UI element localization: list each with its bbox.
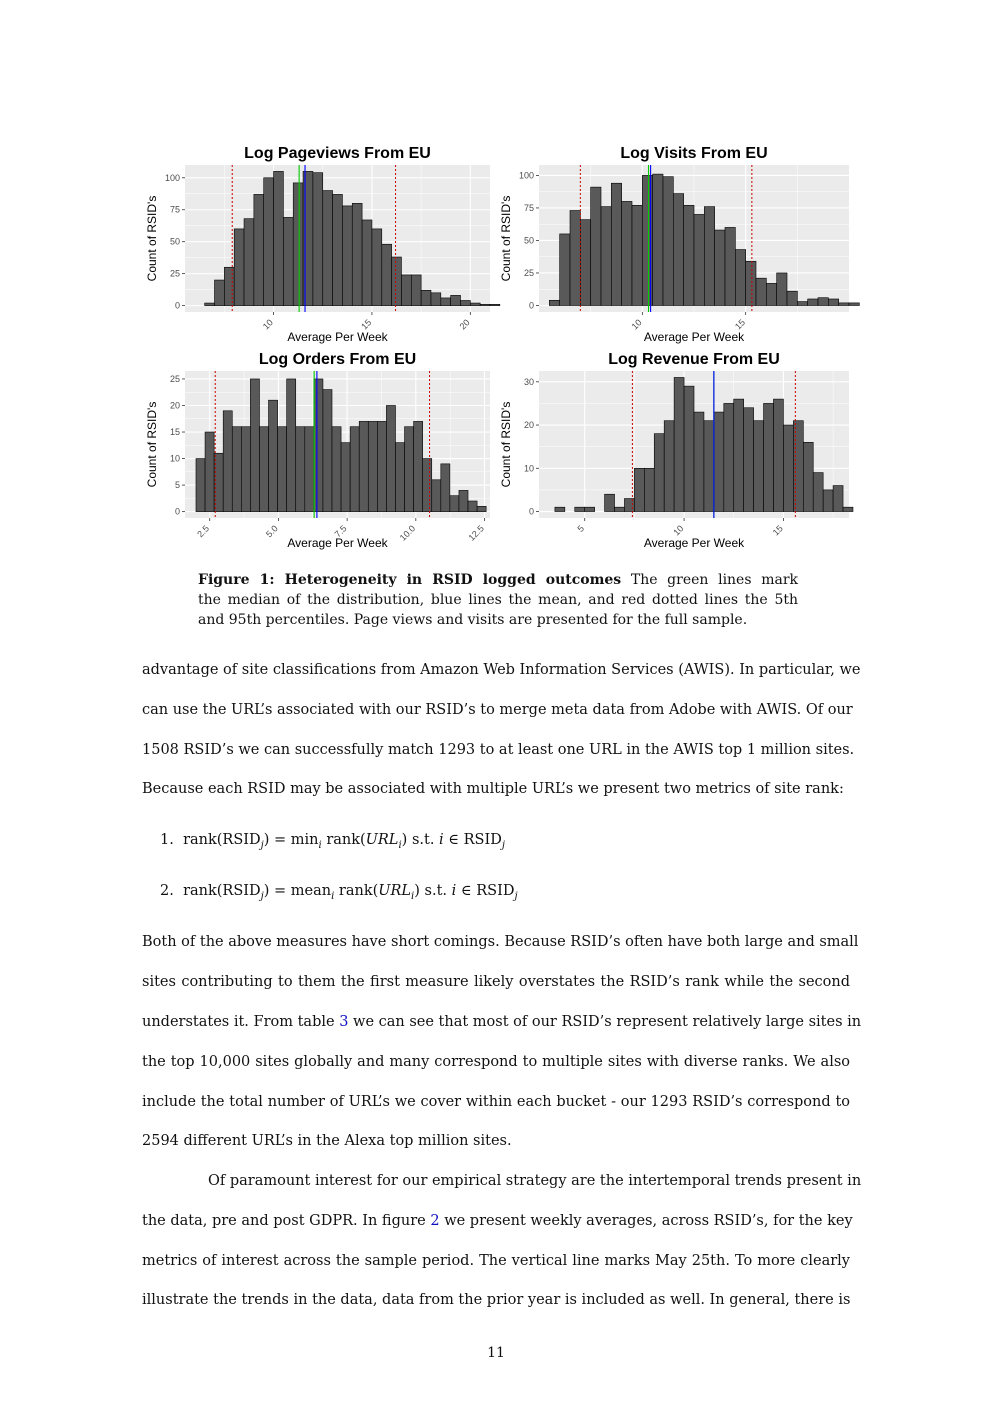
y-tick-label: 0 (174, 506, 180, 517)
histogram-bar (296, 427, 305, 512)
histogram-bar (783, 425, 793, 511)
y-axis-label: Count of RSID's (499, 401, 513, 488)
histogram-bar (450, 496, 459, 512)
histogram-bar (839, 303, 849, 306)
histogram-bar (787, 291, 797, 305)
histogram-bar (735, 250, 745, 306)
text-line: Both of the above measures have short comings. Because RSID’s often have both large and small (142, 934, 859, 950)
histogram-bar (756, 278, 766, 305)
histogram-bar (278, 427, 287, 512)
enum-rsid: RSID (476, 883, 515, 899)
chart-log-orders (142, 346, 492, 556)
histogram-bar (591, 187, 601, 305)
y-axis-label: Count of RSID's (499, 195, 513, 282)
paragraph-1 (142, 662, 861, 812)
x-tick-label: 20 (457, 317, 472, 332)
histogram-bar (362, 220, 372, 306)
enum-rsid: RSID (463, 832, 502, 848)
x-tick-label: 5 (575, 523, 587, 534)
histogram-bar (813, 473, 823, 512)
enum-rank-text: rank(RSID (183, 832, 261, 848)
histogram-bar (823, 490, 833, 512)
y-tick-label: 5 (174, 480, 180, 491)
chart-title: Log Visits From EU (620, 145, 768, 162)
x-tick-label: 10.0 (397, 523, 418, 543)
enum-rank: rank( (326, 832, 366, 848)
histogram-bar (431, 293, 441, 306)
y-tick-label: 0 (528, 300, 534, 311)
text-line: 1508 RSID’s we can successfully match 1293 to at least one URL in the AWIS top 1 million sites. (142, 742, 855, 758)
histogram-bar (401, 275, 411, 306)
histogram-bar (644, 468, 654, 511)
histogram-bar (305, 427, 314, 512)
histogram-bar (674, 377, 684, 511)
text-line: include the total number of URL’s we cover within each bucket - our 1293 RSID’s correspond to (142, 1094, 850, 1110)
enum-rank-text: rank(RSID (183, 883, 261, 899)
y-tick-label: 25 (169, 268, 180, 279)
text-line: metrics of interest across the sample period. The vertical line marks May 25th. To more clearly (142, 1253, 850, 1269)
y-tick-label: 10 (169, 453, 180, 464)
enum-url: URL (378, 883, 412, 899)
page-number: 11 (487, 1345, 505, 1361)
enum-item-1: 1. $rank(RSID_j) = \min_i$ $rank(URL_i)$ s.t. i ∈ $RSID_j$ (160, 832, 505, 851)
figure-ref-link[interactable]: 2 (430, 1213, 440, 1229)
histogram-bar (287, 379, 296, 512)
histogram-bar (634, 468, 644, 511)
histogram-bar (341, 443, 350, 512)
histogram-bar (580, 220, 590, 306)
histogram-bar (254, 194, 264, 305)
chart-svg-pageviews (142, 140, 492, 350)
histogram-bar (368, 421, 377, 511)
histogram-bar (605, 494, 615, 511)
histogram-bar (549, 300, 559, 305)
y-tick-label: 75 (169, 204, 180, 215)
x-tick-label: 15 (770, 523, 785, 538)
histogram-bar (615, 507, 625, 511)
y-tick-label: 0 (528, 506, 534, 517)
y-tick-label: 30 (523, 376, 534, 387)
histogram-bar (323, 390, 332, 512)
histogram-bar (392, 257, 402, 306)
histogram-bar (313, 173, 323, 306)
histogram-bar (214, 453, 223, 511)
enum-st: s.t. (424, 883, 448, 899)
text-line: the top 10,000 sites globally and many correspond to multiple sites with diverse ranks. We also (142, 1054, 850, 1070)
text-line (142, 1014, 862, 1030)
y-tick-label: 50 (523, 235, 534, 246)
histogram-bar (382, 244, 392, 305)
x-tick-label: 10 (671, 523, 686, 538)
histogram-bar (797, 302, 807, 306)
x-tick-label: 5.0 (263, 523, 280, 540)
histogram-bar (244, 219, 254, 306)
histogram-bar (459, 490, 468, 511)
text-line: advantage of site classifications from Amazon Web Information Services (AWIS). In particular, we (142, 662, 861, 678)
histogram-bar (803, 442, 813, 511)
histogram-bar (601, 207, 611, 306)
x-tick-label: 15 (732, 317, 748, 332)
chart-svg-revenue (496, 346, 851, 556)
histogram-bar (585, 507, 595, 511)
histogram-bar (808, 299, 818, 306)
histogram-bar (570, 211, 580, 306)
x-axis-label: Average Per Week (643, 536, 745, 550)
histogram-bar (205, 432, 214, 512)
histogram-bar (314, 379, 323, 512)
histogram-bar (766, 283, 776, 305)
histogram-bar (663, 177, 673, 306)
histogram-bar (323, 191, 333, 306)
y-tick-label: 25 (169, 373, 180, 384)
chart-log-revenue (496, 346, 851, 556)
paragraph-2 (142, 934, 862, 1164)
histogram-bar (833, 486, 843, 512)
histogram-bar (828, 299, 838, 306)
enum-rank: rank( (338, 883, 379, 899)
histogram-bar (274, 171, 284, 305)
chart-svg-visits (496, 140, 851, 350)
histogram-bar (241, 427, 250, 512)
caption-line-3: and 95th percentiles. Page views and visits are presented for the full sample. (198, 612, 748, 628)
histogram-bar (423, 459, 432, 512)
y-axis-label: Count of RSID's (145, 401, 159, 488)
histogram-bar (359, 421, 368, 511)
figure-caption (198, 570, 798, 630)
chart-title: Log Orders From EU (258, 351, 417, 368)
histogram-bar (754, 421, 764, 512)
y-tick-label: 75 (523, 202, 534, 213)
enum-number: 2. (160, 883, 174, 899)
histogram-bar (264, 178, 274, 306)
histogram-bar (849, 303, 859, 306)
histogram-bar (432, 480, 441, 512)
histogram-bar (734, 399, 744, 511)
histogram-bar (714, 412, 724, 511)
text-line: Of paramount interest for our empirical strategy are the intertemporal trends present in (208, 1173, 862, 1189)
y-tick-label: 50 (169, 236, 180, 247)
histogram-bar (468, 501, 477, 512)
enum-st: s.t. (411, 832, 435, 848)
histogram-bar (704, 207, 714, 306)
enum-number: 1. (160, 832, 174, 848)
table-ref-link[interactable]: 3 (339, 1014, 349, 1030)
y-tick-label: 25 (523, 267, 534, 278)
text-span: understates it. From table (142, 1014, 335, 1030)
x-tick-label: 12.5 (466, 523, 486, 543)
histogram-bar (350, 427, 359, 512)
histogram-bar (632, 205, 642, 305)
histogram-bar (293, 183, 303, 306)
caption-line-2: the median of the distribution, blue lines the mean, and red dotted lines the 5th (198, 592, 798, 608)
histogram-bar (470, 303, 480, 306)
histogram-bar (250, 379, 259, 512)
histogram-bar (477, 506, 486, 511)
histogram-bar (234, 229, 244, 306)
histogram-bar (232, 427, 241, 512)
histogram-bar (843, 507, 853, 511)
histogram-bar (724, 403, 734, 511)
caption-line-1 (198, 570, 798, 590)
x-axis-label: Average Per Week (643, 330, 745, 344)
caption-label: Figure 1: Heterogeneity in RSID logged outcomes (198, 572, 622, 588)
y-tick-label: 100 (164, 172, 180, 183)
text-span: we can see that most of our RSID’s represent relatively large sites in (353, 1014, 862, 1030)
histogram-bar (725, 227, 735, 305)
histogram-bar (704, 421, 714, 512)
y-tick-label: 100 (518, 170, 534, 181)
histogram-bar (421, 290, 431, 305)
text-line: sites contributing to them the first measure likely overstates the RSID’s rank while the second (142, 974, 850, 990)
histogram-bar (451, 295, 461, 305)
histogram-bar (205, 303, 215, 306)
text-line (142, 1213, 853, 1229)
histogram-bar (777, 273, 787, 306)
chart-title: Log Revenue From EU (608, 351, 780, 368)
histogram-bar (414, 421, 423, 511)
histogram-bar (746, 261, 756, 305)
caption-text-1: The green lines mark (630, 572, 798, 588)
histogram-bar (405, 427, 414, 512)
histogram-bar (560, 234, 570, 306)
text-span: we present weekly averages, across RSID’s, for the key (444, 1213, 853, 1229)
histogram-bar (411, 275, 421, 306)
text-line: illustrate the trends in the data, data from the prior year is included as well. In general, there is (142, 1292, 851, 1308)
x-tick-label: 7.5 (332, 523, 349, 540)
histogram-bar (654, 434, 664, 512)
chart-log-pageviews (142, 140, 492, 350)
histogram-bar (332, 427, 341, 512)
y-tick-label: 10 (523, 463, 534, 474)
histogram-bar (773, 399, 783, 511)
histogram-bar (377, 421, 386, 511)
x-axis-label: Average Per Week (287, 536, 388, 550)
x-tick-label: 10 (260, 317, 275, 332)
histogram-bar (744, 408, 754, 512)
paragraph-3 (142, 1173, 862, 1333)
histogram-bar (215, 280, 225, 306)
histogram-bar (555, 507, 565, 511)
histogram-bar (653, 174, 663, 305)
histogram-bar (622, 201, 632, 305)
histogram-bar (694, 412, 704, 511)
x-axis-label: Average Per Week (287, 330, 388, 344)
histogram-bar (818, 298, 828, 306)
histogram-bar (480, 304, 490, 305)
histogram-bar (575, 507, 585, 511)
text-span: the data, pre and post GDPR. In figure (142, 1213, 426, 1229)
y-tick-label: 15 (169, 427, 180, 438)
histogram-bar (269, 400, 278, 511)
y-tick-label: 20 (523, 420, 534, 431)
histogram-bar (684, 205, 694, 305)
x-tick-label: 2.5 (195, 523, 212, 540)
y-tick-label: 0 (174, 300, 180, 311)
histogram-bar (333, 194, 343, 305)
histogram-bar (196, 459, 205, 512)
histogram-bar (441, 298, 451, 306)
enum-item-2: 2. $rank(RSID_j)$ = mean$_i$ $rank(URL_i)$ s.t. i ∈ $RSID_j$ (160, 883, 518, 902)
histogram-bar (386, 405, 395, 511)
histogram-bar (372, 229, 382, 306)
enum-op: min (290, 832, 319, 848)
chart-svg-orders (142, 346, 492, 556)
histogram-bar (395, 443, 404, 512)
histogram-bar (793, 421, 803, 512)
histogram-bar (764, 403, 774, 511)
enum-op: mean (290, 883, 332, 899)
enum-url: URL (365, 832, 399, 848)
histogram-bar (611, 183, 621, 305)
y-tick-label: 20 (169, 400, 180, 411)
histogram-bar (441, 464, 450, 512)
histogram-bar (684, 386, 694, 511)
chart-title: Log Pageviews From EU (244, 145, 431, 162)
x-tick-label: 15 (359, 317, 374, 332)
histogram-bar (259, 427, 268, 512)
chart-log-visits (496, 140, 851, 350)
histogram-bar (352, 203, 362, 305)
histogram-bar (283, 217, 293, 305)
histogram-bar (460, 300, 470, 305)
y-axis-label: Count of RSID's (145, 195, 159, 282)
histogram-bar (664, 421, 674, 512)
histogram-bar (223, 411, 232, 512)
x-tick-label: 10 (629, 317, 644, 332)
text-line: Because each RSID may be associated with multiple URL’s we present two metrics of site rank: (142, 781, 844, 797)
histogram-bar (694, 214, 704, 305)
histogram-bar (673, 194, 683, 306)
text-line: can use the URL’s associated with our RSID’s to merge meta data from Adobe with AWIS. Of our (142, 702, 853, 718)
histogram-bar (715, 230, 725, 305)
text-line: 2594 different URL’s in the Alexa top million sites. (142, 1133, 512, 1149)
histogram-bar (342, 206, 352, 306)
